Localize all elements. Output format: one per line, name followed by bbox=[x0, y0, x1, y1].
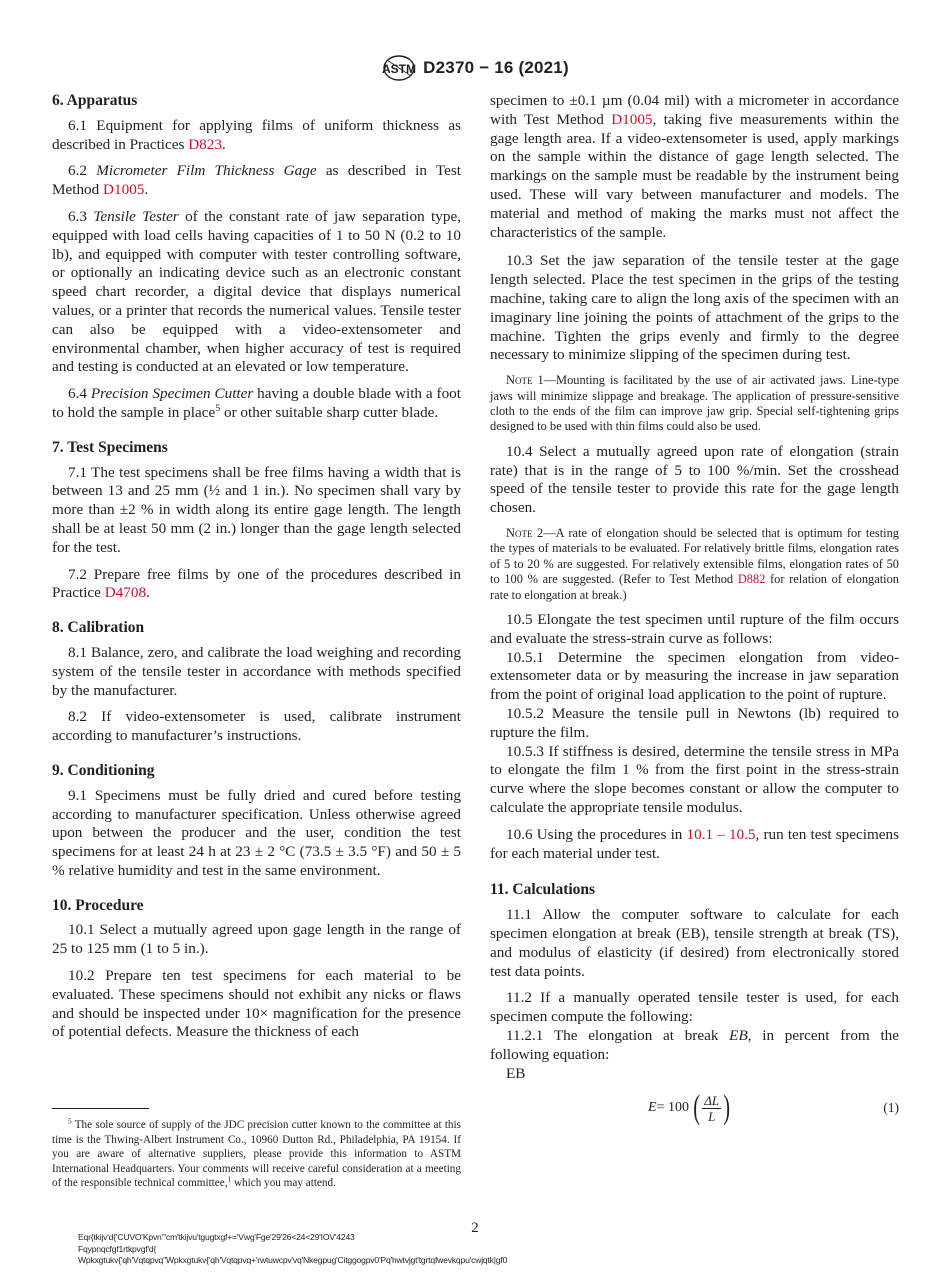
footnote-ref-5[interactable]: 5 bbox=[215, 402, 221, 414]
section-heading-calculations: 11. Calculations bbox=[490, 881, 596, 899]
license-footer bbox=[78, 1232, 507, 1267]
text: . bbox=[144, 181, 149, 199]
section-heading-apparatus: 6. Apparatus bbox=[52, 92, 138, 109]
paragraph-10-5-2: 10.5.2 Measure the tensile pull in Newtons (lb) required to rupture the film. bbox=[490, 704, 899, 741]
paragraph-10-5-3: 10.5.3 If stiffness is desired, determine the tensile stress in MPa to elongate the film 1 % from the first point in the stress-strain curve where the slope becomes constant or allow the computer to calculate the appropriate tensile modulus. bbox=[490, 742, 899, 816]
text: 6.3 bbox=[68, 207, 94, 225]
note-text: —Mounting is facilitated by the use of air activated jaws. Line-type jaws will minimize slippage and breakage. The application of pressure-sensitive cloth to the ends of the film can improve jaw grip. Special self-tightening grips designed to be used with thin films could also be used. bbox=[490, 373, 899, 434]
term: Tensile Tester bbox=[93, 207, 179, 225]
right-column bbox=[490, 92, 899, 1129]
svg-text:ASTM: ASTM bbox=[382, 62, 417, 76]
paragraph-6-4 bbox=[52, 385, 461, 423]
text: , in percent from the following equation: bbox=[490, 1026, 900, 1063]
term: EB bbox=[729, 1026, 748, 1044]
text: , run ten test specimens for each material under test. bbox=[490, 825, 900, 862]
footnote-text-end: which you may attend. bbox=[231, 1177, 336, 1190]
left-paren-icon: ( bbox=[693, 1089, 701, 1127]
paragraph-7-1: 7.1 The test specimens shall be free films having a width that is between 13 and 25 mm (½ and 1 in.). No specimen shall vary by more than ±2 % in width along its entire gage length. The length shall be at least 50 mm (2 in.) longer than the gage length selected for the test. bbox=[52, 463, 461, 556]
left-column bbox=[52, 92, 461, 1050]
paragraph-8-1: 8.1 Balance, zero, and calibrate the load weighing and recording system of the tensile tester in accordance with methods specified by the manufacturer. bbox=[52, 643, 461, 699]
footnote-divider bbox=[52, 1108, 149, 1109]
footnote-marker: 5 bbox=[68, 1117, 72, 1126]
paragraph-6-2 bbox=[52, 162, 461, 200]
text: specimen to ±0.1 µm (0.04 mil) with a micrometer in accordance with Test Method bbox=[490, 92, 899, 128]
section-heading-test-specimens: 7. Test Specimens bbox=[52, 438, 168, 456]
footnote-5 bbox=[52, 1118, 461, 1191]
note-label: Note 2 bbox=[506, 525, 544, 540]
paragraph-11-1: 11.1 Allow the computer software to calculate for each specimen elongation at break (EB), tensile strength at break (TS), and modulus of elasticity (if desired) from electronically stored test data points. bbox=[490, 906, 899, 980]
equation-coefficient: = 100 bbox=[656, 1099, 689, 1115]
paragraph-10-1: 10.1 Select a mutually agreed upon gage length in the range of 25 to 125 mm (1 to 5 in.). bbox=[52, 921, 461, 958]
paragraph-10-6 bbox=[490, 826, 899, 864]
page-number: 2 bbox=[471, 1220, 479, 1236]
numerator: ΔL bbox=[704, 1092, 720, 1108]
right-paren-icon: ) bbox=[723, 1089, 731, 1127]
paragraph-11-2-1 bbox=[490, 1027, 899, 1065]
link-d1005[interactable]: D1005 bbox=[103, 181, 145, 199]
denominator: L bbox=[708, 1108, 716, 1124]
footer-line: Eqr{tkijv'd{'CUVO'Kpvn"'cm'tkijvu'tgugtxgf+='Vwg'Fge'29'26<24<29'IOV'4243 bbox=[78, 1232, 355, 1242]
text: of the constant rate of jaw separation type, equipped with load cells having capacities of 1 to 50 N (0.2 to 10 lb), and equipped with computer with tester controlling software, or optionally an indicating device such as an electronic constant speed chart recorder, a digital device that displays numerical values, or a printer that records the numerical values. Tensile tester can also be equipped with a video-extensometer and environmental chamber, when higher accuracy of test is required and testing is conducted at an elevated or low temperature. bbox=[52, 207, 461, 376]
text: 6.2 bbox=[68, 162, 97, 180]
fraction bbox=[702, 1093, 721, 1124]
text: 6.4 bbox=[68, 385, 91, 403]
link-d1005[interactable]: D1005 bbox=[611, 110, 653, 128]
note-label: Note 1 bbox=[506, 373, 544, 388]
footnote-text: The sole source of supply of the JDC precision cutter known to the committee at this time is the Thwing-Albert Instrument Co., 10960 Dutton Rd., Philadelphia, PA 19154. If you are aware of alternative suppliers, please provide this information to ASTM International Headquarters. Your comments will receive careful consideration at a meeting of the responsible technical committee, bbox=[52, 1119, 461, 1190]
section-heading-procedure: 10. Procedure bbox=[52, 896, 144, 914]
note-2 bbox=[490, 526, 899, 603]
link-d4708[interactable]: D4708 bbox=[104, 584, 147, 602]
section-heading-calibration: 8. Calibration bbox=[52, 619, 145, 637]
term: Precision Specimen Cutter bbox=[90, 385, 254, 403]
link-d882[interactable]: D882 bbox=[737, 572, 766, 587]
note-text: —A rate of elongation should be selected that is optimum for testing the types of materials to be evaluated. For relatively brittle films, elongation rates of 5 to 20 % are suggested. For relatively extensible films, elongation rates of 50 to 100 % are suggested. (Refer to Test Method bbox=[490, 525, 899, 587]
astm-logo-icon bbox=[381, 54, 417, 82]
paragraph-8-2: 8.2 If video-extensometer is used, calibrate instrument according to manufacturer’s instructions. bbox=[52, 708, 461, 745]
link-10-1-to-10-5[interactable]: 10.1 – 10.5 bbox=[686, 825, 756, 843]
text: having a double blade with a foot to hold the sample in place bbox=[52, 385, 461, 421]
paragraph-7-2 bbox=[52, 566, 461, 604]
paragraph-10-2: 10.2 Prepare ten test specimens for each material to be evaluated. These specimens should not exhibit any nicks or flaws and should be inspected under 10× magnification for the presence of potential defects. Measure the thickness of each bbox=[52, 967, 461, 1041]
link-d823[interactable]: D823 bbox=[188, 135, 222, 153]
text: 10.6 Using the procedures in bbox=[506, 825, 687, 843]
footnote-ref-1[interactable]: 1 bbox=[227, 1175, 232, 1184]
text: , taking five measurements within the gage length area. If a video-extensometer is used, apply markings on the sample within the distance of gage length selected. The markings on the sample must be readable by the instrument being used. These will vary between manufacturer and models. The material and method of making the marks must not affect the characteristics of the sample. bbox=[490, 110, 900, 241]
paragraph-10-4: 10.4 Select a mutually agreed upon rate of elongation (strain rate) that is in the range of 5 to 100 %/min. Set the crosshead speed of the tensile tester to provide this rate for the gage length chosen. bbox=[490, 442, 899, 517]
document-title: D2370 − 16 (2021) bbox=[423, 58, 569, 77]
text: 11.2.1 The elongation at break bbox=[506, 1026, 730, 1044]
equation-body bbox=[648, 1091, 733, 1125]
paragraph-6-3 bbox=[52, 208, 461, 377]
paragraph-6-1 bbox=[52, 117, 461, 155]
paragraph-10-5-1: 10.5.1 Determine the specimen elongation from video-extensometer data or by measuring the increase in jaw separation from the point of original load application to the point of rupture. bbox=[490, 648, 899, 704]
text: 7.2 Prepare free films by one of the procedures described in Practice bbox=[52, 565, 461, 602]
footer-line: Wpkxgtukv{'qh'Vqtqpvq''Wpkxgtukv{'qh'Vqtqpvq+'rwtuwcpv'vq'Nkegpug'Citggogpv0'Pq'hwtvjgt'tgrtqfwevkqpu'cwjqtk|gf0 bbox=[78, 1255, 508, 1265]
page-header bbox=[0, 54, 950, 87]
text: . bbox=[146, 584, 150, 602]
equation-1 bbox=[490, 1089, 899, 1129]
note-1 bbox=[490, 373, 899, 435]
paragraph-11-2: 11.2 If a manually operated tensile tester is used, for each specimen compute the following: bbox=[490, 989, 899, 1026]
term: Micrometer Film Thickness Gage bbox=[96, 162, 317, 180]
equation-lhs: E bbox=[648, 1099, 657, 1115]
paragraph-10-2-continued bbox=[490, 92, 899, 242]
footer-line: Fqypnqcfgf1rtkpvgf'd{ bbox=[78, 1243, 157, 1254]
text: or other suitable sharp cutter blade. bbox=[220, 403, 439, 421]
text: . bbox=[221, 135, 226, 153]
equation-number: (1) bbox=[883, 1100, 899, 1116]
paragraph-10-5: 10.5 Elongate the test specimen until rupture of the film occurs and evaluate the stress-strain curve as follows: bbox=[490, 611, 899, 647]
text: as described in Test Method bbox=[52, 162, 462, 199]
eb-label: EB bbox=[506, 1064, 526, 1082]
paragraph-10-3: 10.3 Set the jaw separation of the tensile tester at the gage length selected. Place the test specimen in the grips of the testing machine, taking care to align the long axis of the specimen with an imaginary line joining the points of attachment of the grips to the machine. Tighten the grips evenly and firmly to the degree necessary to minimize slipping of the specimen during test. bbox=[490, 252, 899, 364]
note-text-end: for relation of elongation rate to elongation at break.) bbox=[490, 572, 899, 602]
text: 6.1 Equipment for applying films of uniform thickness as described in Practices bbox=[52, 116, 461, 153]
paragraph-9-1: 9.1 Specimens must be fully dried and cured before testing according to manufacturer specification. Unless otherwise agreed upon between the producer and the user, condition the test specimens for at least 24 h at 23 ± 2 °C (73.5 ± 3.5 °F) and 50 ± 5 % relative humidity and test in the same environment. bbox=[52, 786, 461, 879]
section-heading-conditioning: 9. Conditioning bbox=[52, 761, 155, 779]
